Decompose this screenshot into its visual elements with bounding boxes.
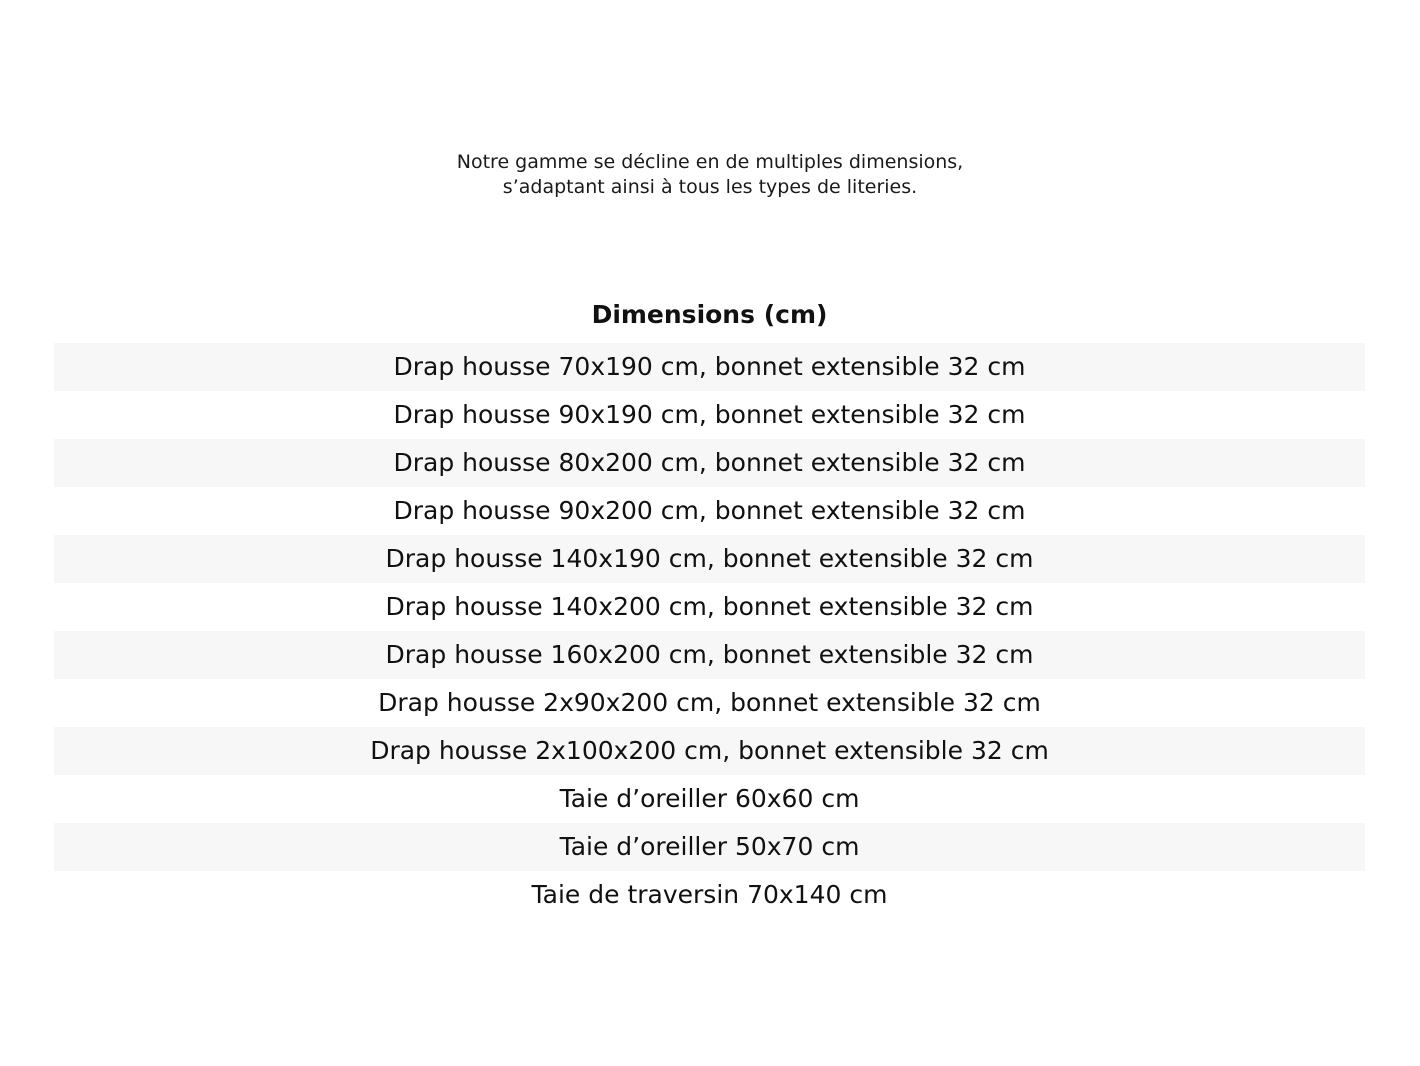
table-header: Dimensions (cm)	[591, 300, 828, 329]
table-row: Taie d’oreiller 60x60 cm	[559, 784, 860, 813]
table-row: Drap housse 140x200 cm, bonnet extensible 32 cm	[385, 592, 1034, 621]
table-row: Drap housse 90x190 cm, bonnet extensible 32 cm	[393, 400, 1026, 429]
table-row: Taie d’oreiller 50x70 cm	[54, 823, 1365, 871]
table-row: Drap housse 70x190 cm, bonnet extensible 32 cm	[54, 343, 1365, 391]
table-row: Drap housse 2x100x200 cm, bonnet extensible 32 cm	[54, 727, 1365, 775]
intro-line-1: Notre gamme se décline en de multiples dimensions,	[456, 151, 964, 173]
table-row: Drap housse 90x200 cm, bonnet extensible 32 cm	[393, 496, 1026, 525]
table-row: Drap housse 160x200 cm, bonnet extensible 32 cm	[54, 631, 1365, 679]
intro-text	[0, 150, 1420, 200]
table-row: Drap housse 80x200 cm, bonnet extensible 32 cm	[54, 439, 1365, 487]
dimensions-table	[54, 291, 1365, 919]
table-row: Taie de traversin 70x140 cm	[531, 880, 888, 909]
table-row: Drap housse 140x190 cm, bonnet extensible 32 cm	[54, 535, 1365, 583]
table-row: Drap housse 2x90x200 cm, bonnet extensible 32 cm	[378, 688, 1041, 717]
intro-line-2: s’adaptant ainsi à tous les types de literies.	[502, 176, 918, 198]
